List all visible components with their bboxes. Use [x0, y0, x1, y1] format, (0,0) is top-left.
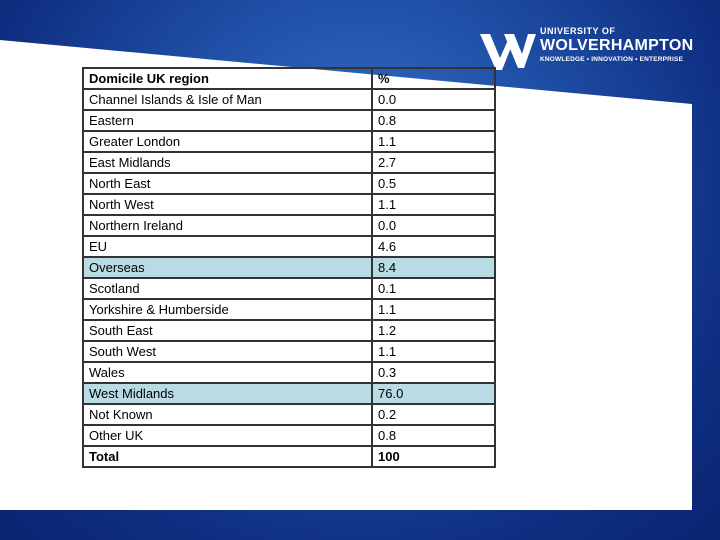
table-row [83, 110, 495, 131]
header-region: Domicile UK region [83, 68, 372, 89]
row-percent: 1.1 [372, 194, 495, 215]
row-region: Wales [83, 362, 372, 383]
university-logo-icon [478, 28, 536, 72]
row-percent: 1.1 [372, 299, 495, 320]
table-row [83, 425, 495, 446]
table-row-highlighted [83, 257, 495, 278]
university-logo [478, 26, 698, 76]
row-region: Yorkshire & Humberside [83, 299, 372, 320]
row-region: Eastern [83, 110, 372, 131]
table-row [83, 236, 495, 257]
table-header-row [83, 68, 495, 89]
table-row [83, 194, 495, 215]
row-percent: 0.0 [372, 89, 495, 110]
table-row [83, 89, 495, 110]
table-row [83, 404, 495, 425]
row-region: Northern Ireland [83, 215, 372, 236]
table-row [83, 341, 495, 362]
total-percent: 100 [372, 446, 495, 467]
logo-text [540, 26, 694, 64]
row-region: Other UK [83, 425, 372, 446]
row-region: Greater London [83, 131, 372, 152]
table-row-highlighted [83, 383, 495, 404]
row-region: North West [83, 194, 372, 215]
row-percent: 0.2 [372, 404, 495, 425]
total-label: Total [83, 446, 372, 467]
row-percent: 76.0 [372, 383, 495, 404]
row-percent: 8.4 [372, 257, 495, 278]
row-percent: 0.5 [372, 173, 495, 194]
logo-tagline: KNOWLEDGE • INNOVATION • ENTERPRISE [540, 56, 684, 63]
table-row [83, 173, 495, 194]
row-percent: 0.8 [372, 110, 495, 131]
header-percent: % [372, 68, 495, 89]
table-row [83, 320, 495, 341]
row-percent: 0.0 [372, 215, 495, 236]
row-percent: 0.8 [372, 425, 495, 446]
logo-university-name: WOLVERHAMPTON [540, 37, 694, 54]
logo-university-of: UNIVERSITY OF [540, 26, 616, 36]
row-region: Not Known [83, 404, 372, 425]
table-total-row [83, 446, 495, 467]
row-region: South West [83, 341, 372, 362]
row-percent: 1.1 [372, 341, 495, 362]
row-percent: 4.6 [372, 236, 495, 257]
row-region: West Midlands [83, 383, 372, 404]
table-row [83, 278, 495, 299]
row-percent: 2.7 [372, 152, 495, 173]
row-percent: 1.1 [372, 131, 495, 152]
row-percent: 0.1 [372, 278, 495, 299]
table-row [83, 131, 495, 152]
table-row [83, 299, 495, 320]
table-row [83, 362, 495, 383]
domicile-table [82, 67, 496, 468]
row-percent: 0.3 [372, 362, 495, 383]
row-region: East Midlands [83, 152, 372, 173]
row-region: Channel Islands & Isle of Man [83, 89, 372, 110]
row-region: Overseas [83, 257, 372, 278]
row-region: North East [83, 173, 372, 194]
row-region: EU [83, 236, 372, 257]
row-region: Scotland [83, 278, 372, 299]
row-region: South East [83, 320, 372, 341]
row-percent: 1.2 [372, 320, 495, 341]
table-row [83, 152, 495, 173]
table-row [83, 215, 495, 236]
